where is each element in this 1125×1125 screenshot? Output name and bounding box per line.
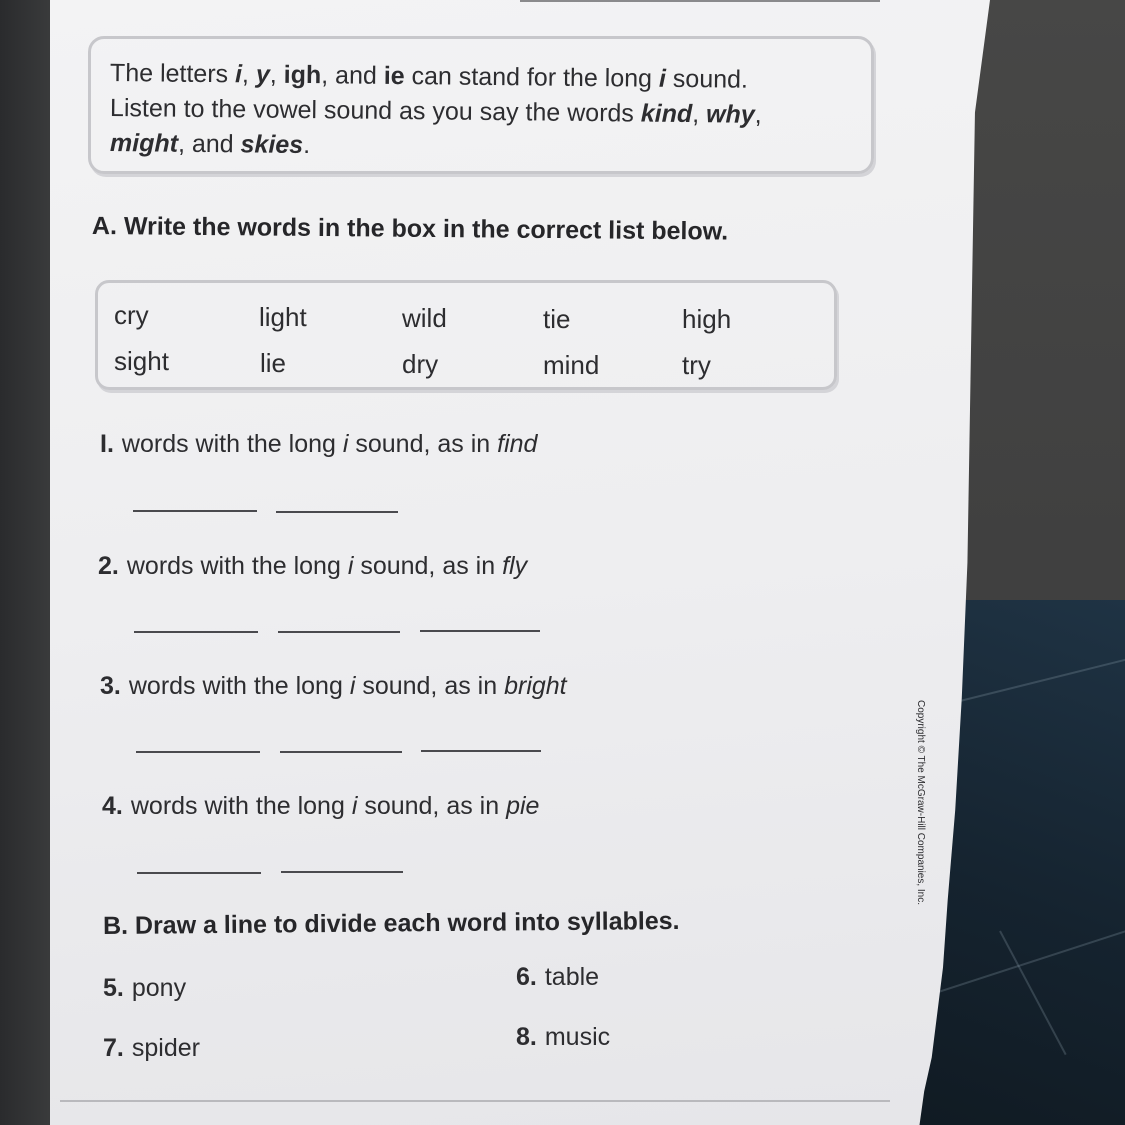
word-bank-item: light [259,302,307,332]
answer-blank[interactable] [278,631,400,633]
answer-blank[interactable] [421,750,541,752]
word-bank-item: cry [114,300,149,330]
intro-line-3: might, and skies. [109,129,311,160]
question-4: 4. words with the long i sound, as in pie [102,792,540,820]
syllable-item-6: 6. table [516,963,600,991]
word-bank-box [95,280,837,390]
answer-blank[interactable] [136,751,260,753]
word-bank-item: mind [543,350,600,380]
word-bank-item: high [682,304,732,334]
answer-blank[interactable] [280,751,402,753]
answer-blank[interactable] [133,510,257,512]
answer-blank[interactable] [281,871,403,873]
syllable-item-8: 8. music [516,1023,611,1051]
intro-line-2: Listen to the vowel sound as you say the words kind, why, [109,94,762,129]
question-3: 3. words with the long i sound, as in bright [100,672,567,700]
copyright-notice: Copyright © The McGraw-Hill Companies, Inc. [915,700,926,906]
word-bank-item: sight [114,346,169,376]
word-bank-item: wild [402,303,447,333]
page-bottom-rule [60,1100,890,1102]
word-bank-item: dry [402,349,439,379]
background-surface [960,0,1125,640]
answer-blank[interactable] [134,631,258,633]
background-left-edge [0,0,52,1125]
section-a-heading: A. Write the words in the box in the correct list below. [91,212,729,246]
answer-blank[interactable] [276,511,398,513]
question-1: I. words with the long i sound, as in find [100,430,538,458]
answer-blank[interactable] [420,630,540,632]
syllable-item-7: 7. spider [103,1034,200,1062]
word-bank-item: lie [260,348,287,378]
word-bank-item: tie [543,304,571,334]
answer-blank[interactable] [137,872,261,874]
question-2: 2. words with the long i sound, as in fly [98,552,528,580]
word-bank-item: try [682,350,711,380]
page-top-rule [520,0,880,2]
intro-text [110,56,850,161]
intro-line-1: The letters i, y, igh, and ie can stand for the long i sound. [109,59,749,94]
section-b-heading: B. Draw a line to divide each word into syllables. [102,906,680,940]
syllable-item-5: 5. pony [103,974,187,1002]
